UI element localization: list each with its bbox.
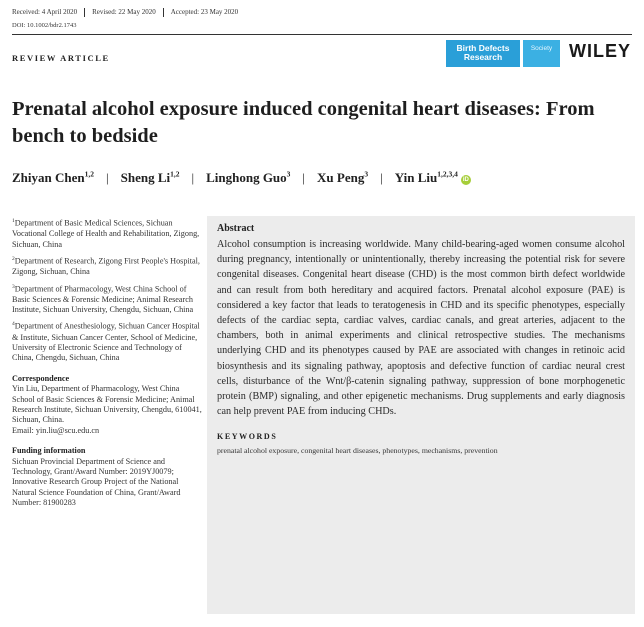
author-name[interactable]: Xu Peng$^3$: [317, 170, 369, 186]
funding-heading: Funding information: [12, 446, 86, 456]
journal-logo-line1: Birth Defects: [456, 43, 510, 53]
author-separator: |: [106, 170, 109, 186]
abstract-box: [207, 216, 635, 614]
journal-logo-line2: Research: [463, 52, 503, 62]
sidebar-info: [12, 216, 202, 509]
author-list: [12, 170, 471, 186]
header-rule: [12, 34, 632, 35]
revised-date: Revised: 22 May 2020: [92, 8, 156, 17]
author-name[interactable]: Linghong Guo$^3$: [206, 170, 291, 186]
keywords-text: prenatal alcohol exposure, congenital heart diseases, phenotypes, mechanisms, prevention: [217, 446, 498, 456]
author-name[interactable]: Yin Liu$^{1,2,3,4}$: [394, 170, 458, 186]
correspondence-heading: Correspondence: [12, 373, 70, 383]
received-date: Received: 4 April 2020: [12, 8, 78, 17]
author-name[interactable]: Sheng Li$^{1,2}$: [120, 170, 180, 186]
affiliation: $^3$Department of Pharmacology, West China School of Basic Sciences & Forensic Medicine; Animal Research Institute, Sichuan University, Chengdu, Sichuan, China: [12, 283, 194, 315]
journal-logo[interactable]: [446, 40, 520, 67]
author-separator: |: [191, 170, 195, 186]
affiliation: $^4$Department of Anesthesiology, Sichuan Cancer Hospital & Institute, Sichuan Cancer Center, School of Medicine, University of Electronic Science and Technology of China, Chengdu, Sichuan, China: [12, 321, 200, 363]
history-dates: [12, 8, 238, 17]
orcid-icon[interactable]: iD: [462, 177, 469, 184]
society-logo[interactable]: Society: [523, 40, 560, 67]
correspondence-email[interactable]: Email: yin.liu@scu.edu.cn: [12, 425, 100, 435]
date-divider: [84, 8, 85, 17]
author-separator: |: [302, 170, 306, 186]
author-name[interactable]: Zhiyan Chen$^{1,2}$: [12, 170, 94, 186]
author-separator: |: [380, 170, 383, 186]
article-title: Prenatal alcohol exposure induced congenital heart diseases: From bench to bedside: [12, 98, 595, 147]
affiliation: $^1$Department of Basic Medical Sciences, Sichuan Vocational College of Health and Rehabilitation, Zigong, Sichuan, China: [12, 218, 200, 249]
correspondence-text: Yin Liu, Department of Pharmacology, West China School of Basic Sciences & Forensic Medicine; Animal Research Institute, Sichuan University, Chengdu, 610041, Sichuan, China.: [12, 384, 202, 425]
abstract-text: Alcohol consumption is increasing worldwide. Many child-bearing-aged women consume alcohol during pregnancy, intentionally or unintentionally, thereby increasing the potential risk for severe congenital diseases. Congenital heart disease (CHD) is the most common birth defect worldwide and can result from both hereditary and acquired factors. Prenatal alcohol exposure (PAE) is considered a key factor that leads to teratogenesis in CHD and its specific phenotypes, especially defects of the cardiac septa, cardiac valves, cardiac canals, and great arteries, adjacent to the chambers, both in animal experiments and clinical retrospective studies. The mechanisms underlying CHD and its phenotypes caused by PAE are associated with changes in retinoic acid biosynthesis and its signaling pathway, apoptosis and defective function of cardiac neural crest cells, disturbance of the Wnt/β-catenin signaling pathway, suppression of bone morphogenetic protein (BMP) signaling, and other epigenetic mechanisms. Drug supplements and early diagnosis can help prevent PAE from inducing CHDs.: [217, 239, 625, 418]
publisher-logo[interactable]: WILEY: [569, 41, 631, 61]
abstract-heading: Abstract: [217, 223, 255, 234]
funding-text: Sichuan Provincial Department of Science and Technology, Grant/Award Number: 2019YJ0079; Innovative Research Group Project of the National Natural Science Foundation of China, Grant/Award Number: 81900283: [12, 456, 181, 508]
keywords-heading: KEYWORDS: [217, 432, 278, 442]
doi[interactable]: DOI: 10.1002/bdr2.1743: [12, 22, 77, 29]
article-type-label: REVIEW ARTICLE: [12, 53, 110, 63]
date-divider: [163, 8, 164, 17]
accepted-date: Accepted: 23 May 2020: [170, 8, 239, 17]
affiliation: $^2$Department of Research, Zigong First People's Hospital, Zigong, Sichuan, China: [12, 255, 200, 277]
